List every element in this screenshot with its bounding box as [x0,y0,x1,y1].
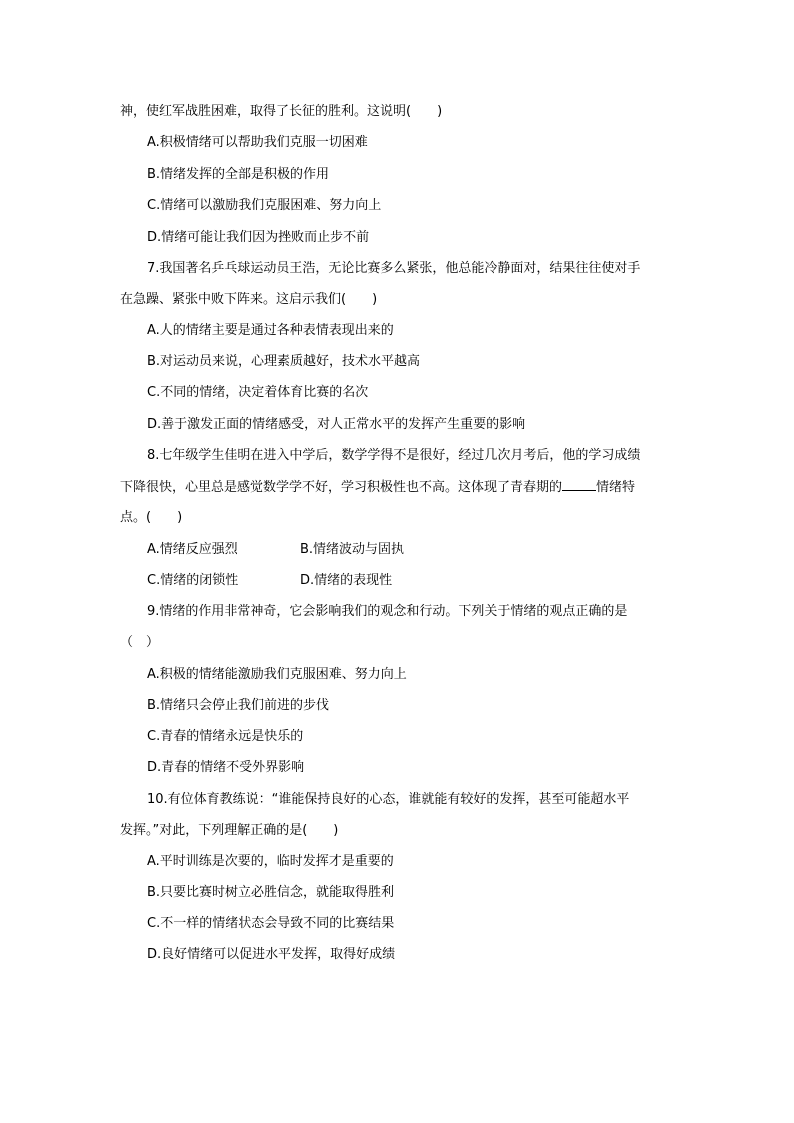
q10-option-c: C.不一样的情绪状态会导致不同的比赛结果 [147,916,395,931]
q8-option-b: B.情绪波动与固执 [300,542,405,557]
q7-option-a: A.人的情绪主要是通过各种表情表现出来的 [147,323,394,338]
q6-stem: 神，使红军战胜困难，取得了长征的胜利。这说明( ) [120,104,443,119]
q8-options-row2 [147,572,707,590]
q9-option-a: A.积极的情绪能激励我们克服困难、努力向上 [147,667,407,682]
q9-option-c: C.青春的情绪永远是快乐的 [147,729,304,744]
q10-option-d: D.良好情绪可以促进水平发挥，取得好成绩 [147,947,396,962]
q6-option-c: C.情绪可以激励我们克服困难、努力向上 [147,198,382,213]
q10-option-a: A.平时训练是次要的，临时发挥才是重要的 [147,854,394,869]
q7-stem-line1: 7.我国著名乒乓球运动员王浩，无论比赛多么紧张，他总能冷静面对，结果往往使对手 [147,261,641,276]
q7-option-b: B.对运动员来说，心理素质越好，技术水平越高 [147,354,421,369]
q8-stem-line2 [120,478,680,496]
q8-stem-line2-part1: 下降很快，心里总是感觉数学学不好，学习积极性也不高。这体现了青春期的 [120,480,563,495]
q6-option-b: B.情绪发挥的全部是积极的作用 [147,167,330,182]
q8-stem-line1: 8.七年级学生佳明在进入中学后，数学学得不是很好，经过几次月考后，他的学习成绩 [147,448,641,463]
q8-option-a: A.情绪反应强烈 [147,542,238,557]
q9-option-d: D.青春的情绪不受外界影响 [147,760,305,775]
q8-options-row1 [147,541,707,559]
q8-stem-line3: 点。( ) [120,510,183,525]
q6-option-d: D.情绪可能让我们因为挫败而止步不前 [147,230,370,245]
q6-option-a: A.积极情绪可以帮助我们克服一切困难 [147,135,368,150]
q7-option-d: D.善于激发正面的情绪感受，对人正常水平的发挥产生重要的影响 [147,417,526,432]
q8-answer-blank [562,478,596,491]
q9-stem-line2: （ ） [120,635,160,650]
q8-option-d: D.情绪的表现性 [300,573,393,588]
q7-option-c: C.不同的情绪，决定着体育比赛的名次 [147,385,369,400]
q9-option-b: B.情绪只会停止我们前进的步伐 [147,698,330,713]
q10-stem-line1: 10.有位体育教练说：“谁能保持良好的心态，谁就能有较好的发挥，甚至可能超水平 [147,792,630,807]
q8-option-c: C.情绪的闭锁性 [147,573,239,588]
q9-stem-line1: 9.情绪的作用非常神奇，它会影响我们的观念和行动。下列关于情绪的观点正确的是 [147,604,628,619]
q7-stem-line2: 在急躁、紧张中败下阵来。这启示我们( ) [120,292,378,307]
q10-stem-line2: 发挥。”对此，下列理解正确的是( ) [120,823,339,838]
q10-option-b: B.只要比赛时树立必胜信念，就能取得胜利 [147,885,395,900]
q8-stem-line2-part2: 情绪特 [596,480,636,495]
